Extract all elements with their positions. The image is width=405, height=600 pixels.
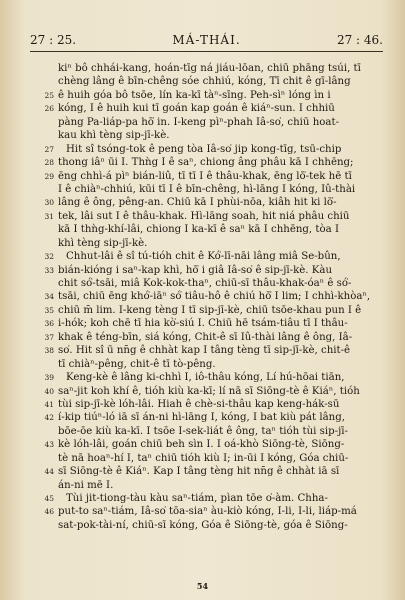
- header-book-title: MÁ-THÁI.: [172, 33, 241, 47]
- text-line: [0, 331, 405, 344]
- verse-number: 44: [44, 467, 54, 477]
- line-text: ēng chhì-á pìⁿ bián-liû, tī tī I ê thâu-khak, ēng lō͘-tek hē tī: [58, 170, 352, 182]
- text-line: [0, 237, 405, 250]
- verse-number: 41: [44, 399, 54, 409]
- line-text: kè lóh-lâi, goán chiū beh sìn I. I oá-khò Siōng-tè, Siōng-: [58, 439, 345, 451]
- line-text: Hit sî tsóng-tok ê peng tòa Iâ-so͘ jip kong-tīg, tsū-chip: [66, 143, 342, 155]
- verse-number: 38: [44, 346, 54, 356]
- line-text: sat-pok-tài-ní, chiū-sī kóng, Góa ê Siōng-tè, góa ê Siōng-: [58, 519, 348, 531]
- text-line: [0, 129, 405, 142]
- line-text: bōe-ōe kiù ka-kī. I tsōe I-sek-liát ê ông, taⁿ tióh tùi sip-jī-: [58, 425, 348, 437]
- line-text: saⁿ-jit koh khí ê, tióh kiù ka-kī; lí nā sī Siōng-tè ê Kiáⁿ, tióh: [58, 385, 360, 397]
- line-text: put-to saⁿ-tiám, Iâ-so͘ tōa-siaⁿ àu-kiò kóng, I-li, I-li, liáp-má: [58, 506, 357, 518]
- text-line: [0, 519, 405, 532]
- line-text: chèng lâng ê bīn-chêng sóe chhiú, kóng, Tī chit ê gī-lâng: [58, 76, 351, 88]
- verse-number: 45: [44, 494, 54, 503]
- text-line: [0, 385, 405, 398]
- verse-number: 26: [44, 104, 54, 114]
- header-right-reference: 27 : 46.: [336, 33, 383, 47]
- line-text: tek, lâi sut I ê thâu-khak. Hì-lāng soah, hit niá phâu chiū: [58, 210, 350, 222]
- line-text: í-kip tiúⁿ-ló iā sī án-ni hì-lāng I, kóng, I bat kiù pát lâng,: [58, 412, 345, 424]
- text-line: [0, 304, 405, 317]
- scripture-text: [0, 62, 405, 532]
- verse-number: 46: [44, 507, 54, 517]
- line-text: tsāi, chiū ēng khó͘-iāⁿ só͘ tiâu-hô ê chiú hō͘ I lim; I chhì-khòaⁿ,: [58, 291, 371, 303]
- text-line: [0, 438, 405, 451]
- line-text: tī chiàⁿ-pêng, chit-ê tī tò-pêng.: [58, 358, 216, 370]
- text-line: [0, 156, 405, 169]
- text-line: [0, 196, 405, 209]
- line-text: chiū m̄ lim. I-keng tèng I tī sip-jī-kè, chiū tsōe-khau pun I ê: [58, 304, 362, 316]
- text-line: [0, 452, 405, 465]
- line-text: khì tèng sip-jī-kè.: [58, 237, 148, 249]
- line-text: i-hók; koh chē tī hia kò͘-siú I. Chiū hē tsám-tiâu tī I thâu-: [58, 318, 348, 330]
- verse-number: 36: [44, 319, 54, 329]
- line-text: chit só͘-tsāi, miâ Kok-kok-thaⁿ, chiū-sī thâu-khak-óaⁿ ê só͘-: [58, 278, 352, 289]
- verse-number: 33: [44, 265, 54, 275]
- text-line: [0, 223, 405, 236]
- line-text: Tùi jit-tiong-tàu kàu saⁿ-tiám, pìan tōe o͘-àm. Chha-: [66, 493, 328, 504]
- verse-number: 29: [44, 171, 54, 181]
- text-line: [0, 465, 405, 478]
- verse-number: 37: [44, 332, 54, 342]
- verse-number: 42: [44, 413, 54, 423]
- line-text: Chhut-lâi ê sî tú-tióh chit ê Kó͘-lī-nāi lâng miâ Se-bûn,: [66, 251, 341, 263]
- verse-number: 31: [44, 211, 54, 221]
- line-text: kau khì tèng sip-jī-kè.: [58, 130, 170, 142]
- text-line: [0, 210, 405, 223]
- verse-number: 39: [44, 373, 54, 383]
- line-text: bián-kióng i saⁿ-kap khì, hō͘ i giâ Iâ-so͘ ê sip-jī-kè. Kàu: [58, 264, 333, 276]
- text-line: [0, 479, 405, 492]
- line-text: lâng ê ông, pêng-an. Chiū kā I phùi-nōa, kiâh hit ki lō͘-: [58, 197, 337, 209]
- verse-number: 34: [44, 292, 54, 302]
- line-text: so͘. Hit sî ū nn̄g ê chhàt kap I tâng tèng tī sip-jī-kè, chit-ê: [58, 345, 351, 357]
- text-line: [0, 371, 405, 384]
- line-text: án-ni mē I.: [58, 479, 114, 491]
- text-line: [0, 492, 405, 505]
- line-text: thong iâⁿ ūi I. Thǹg I ê saⁿ, chiong âng phâu kā I chhēng;: [58, 157, 354, 169]
- text-line: [0, 358, 405, 371]
- text-line: [0, 89, 405, 102]
- line-text: khak ê téng-bīn, siá kóng, Chit-ê sī Iû-thài lâng ê ông, Iâ-: [58, 331, 353, 343]
- line-text: kóng, I ê huih kui tī goán kap goán ê kiáⁿ-sun. I chhiū: [58, 103, 335, 115]
- text-line: [0, 250, 405, 263]
- text-line: [0, 317, 405, 330]
- text-line: [0, 170, 405, 183]
- line-text: tè nā hoaⁿ-hí I, taⁿ chiū tióh kiù I; in-ūi I kóng, Góa chiū-: [58, 452, 349, 464]
- line-text: kā I thǹg-khí-lâi, chiong I ka-kī ê saⁿ kā I chhēng, tòa I: [58, 224, 339, 236]
- verse-number: 43: [44, 440, 54, 450]
- text-line: [0, 277, 405, 290]
- header-rule: [30, 51, 383, 52]
- text-line: [0, 264, 405, 277]
- text-line: [0, 62, 405, 75]
- line-text: I ê chiàⁿ-chhiú, kūi tī I ê bīn-chêng, hì-lāng I kóng, Iû-thài: [58, 183, 356, 195]
- running-header: [30, 31, 383, 49]
- line-text: kiⁿ bô chhái-kang, hoán-tīg ná jiáu-lōan, chiū phāng tsúi, tī: [58, 63, 361, 74]
- text-line: [0, 183, 405, 196]
- text-line: [0, 411, 405, 424]
- verse-number: 25: [44, 90, 54, 100]
- text-line: [0, 398, 405, 411]
- verse-number: 40: [44, 386, 54, 396]
- line-text: ê huih góa bô tsōe, lín ka-kī tàⁿ-sīng. Peh-sìⁿ lóng ìn i: [58, 89, 331, 101]
- verse-number: 27: [44, 144, 54, 154]
- verse-number: 32: [44, 252, 54, 262]
- verse-number: 28: [44, 158, 54, 168]
- line-text: pàng Pa-liáp-pa hō͘ in. I-keng pìⁿ-phah Iâ-so͘, chiū hoat-: [58, 116, 340, 128]
- verse-number: 35: [44, 305, 54, 315]
- text-line: [0, 143, 405, 156]
- text-line: [0, 116, 405, 129]
- text-line: [0, 425, 405, 438]
- line-text: Keng-kè ê lâng ki-chhì I, iô-thâu kóng, Lí hú-hōai tiān,: [66, 372, 345, 384]
- text-line: [0, 290, 405, 303]
- text-line: [0, 344, 405, 357]
- text-line: [0, 102, 405, 115]
- verse-number: 30: [44, 198, 54, 208]
- text-line: [0, 75, 405, 88]
- page-number: 54: [196, 581, 209, 591]
- text-line: [0, 505, 405, 518]
- header-left-reference: 27 : 25.: [30, 33, 77, 47]
- line-text: sī Siōng-tè ê Kiáⁿ. Kap I tâng tèng hit nn̄g ê chhàt iā sī: [58, 466, 340, 478]
- line-text: tùi sip-jī-kè lóh-lâi. Hiah ê chè-si-thâu kap keng-hák-sū: [58, 398, 340, 410]
